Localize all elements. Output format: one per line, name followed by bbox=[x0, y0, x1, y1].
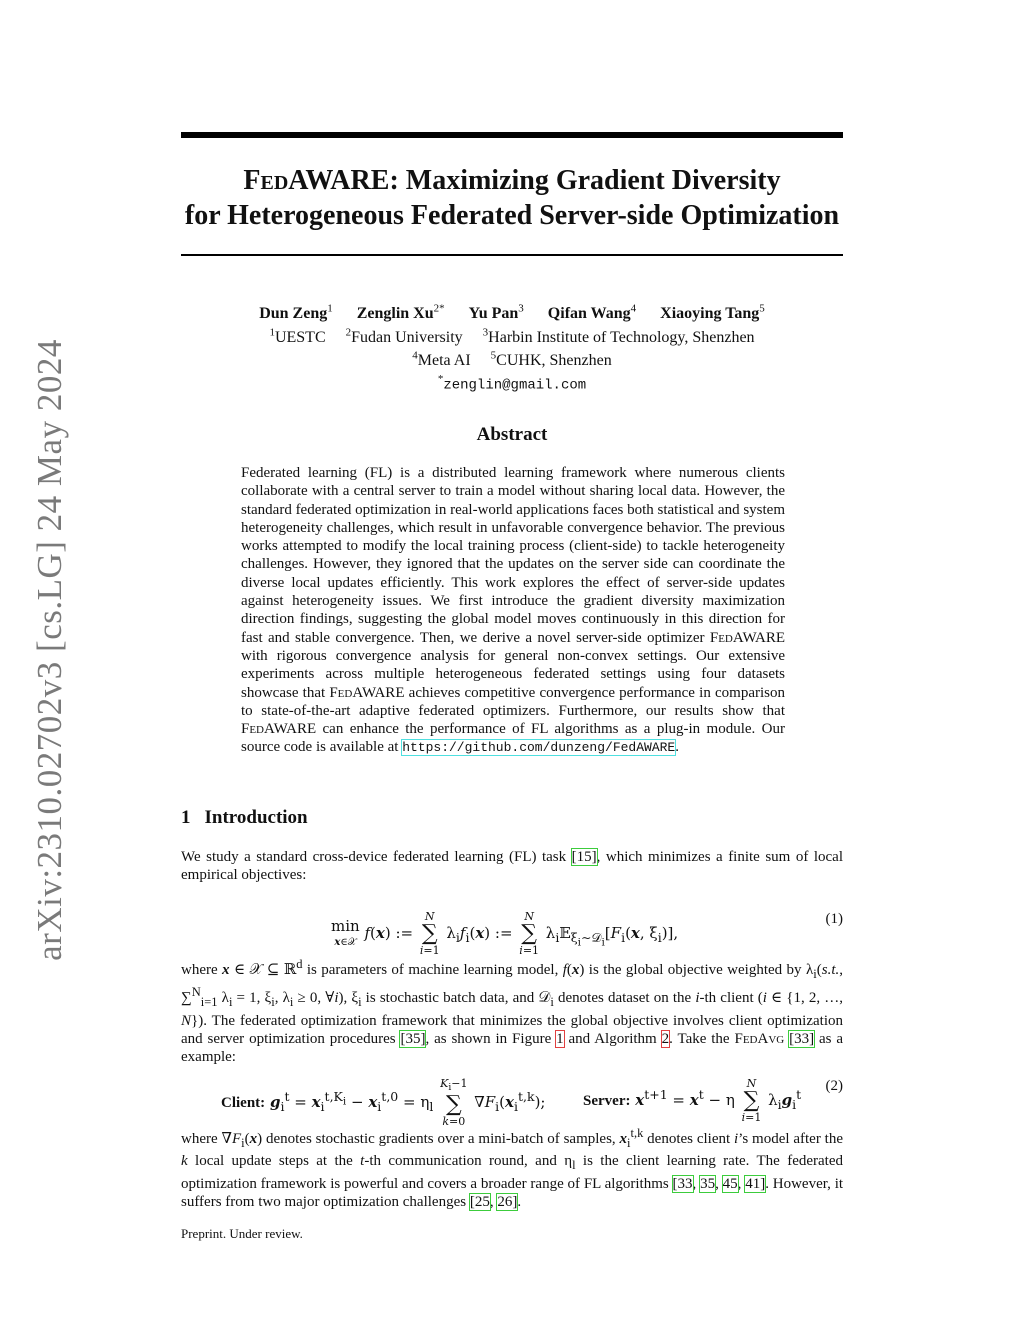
author: Dun Zeng$^1$ bbox=[259, 303, 333, 323]
paper-title bbox=[150, 163, 874, 233]
equation-2 bbox=[181, 1060, 843, 1129]
client-update-equation: Client: $g_i^t = x_i^{t,K_i} - x_i^{t,0} = \eta_l$ $K_i-1$ ∑ k=0 $\nabla F_i(x_i^{t,k})$; bbox=[221, 1077, 546, 1129]
citation-link[interactable]: 35 bbox=[700, 1175, 716, 1192]
equation-2-number: (2) bbox=[825, 1078, 843, 1094]
affiliation: $^2$Fudan University bbox=[345, 326, 463, 346]
intro-paragraph-3: where $\nabla F_i(x)$ denotes stochastic gradients over a mini-batch of samples, $x_i^{t,k}$ denotes client i’s model after the k local update steps at the t-th communication round, and $\eta_l$ is the client learning rate. The federated optimization framework is powerful and covers a broader range of FL algorithms [33, 35, 45, 41]. However, it suffers from two major optimization challenges [25, 26]. bbox=[181, 1126, 844, 1210]
section-heading-introduction: 1 Introduction bbox=[181, 807, 308, 828]
citation-link[interactable]: [15] bbox=[571, 849, 597, 865]
github-link[interactable]: https://github.com/dunzeng/FedAWARE bbox=[402, 740, 676, 756]
author-email: *zenglin@gmail.com bbox=[437, 372, 587, 394]
author: Zenglin $Xu^{2*}$ bbox=[356, 303, 445, 323]
abstract-heading: Abstract bbox=[476, 424, 548, 445]
fedavg-name: FedAvg bbox=[734, 1030, 785, 1047]
title-rule-bottom bbox=[181, 254, 843, 256]
author: Qifan Wang$^4$ bbox=[547, 303, 637, 323]
title-method-name: FedAWARE bbox=[243, 165, 390, 196]
title-line2: for Heterogeneous Federated Server-side Optimization bbox=[184, 200, 840, 231]
intro-paragraph-1: We study a standard cross-device federated learning (FL) task [15], which minimizes a finite sum of local empirical objectives: bbox=[181, 849, 843, 884]
equation-1 bbox=[181, 893, 843, 957]
citation-link[interactable]: [35] bbox=[400, 1030, 426, 1047]
citation-link[interactable]: 26] bbox=[497, 1193, 518, 1210]
abstract-text: Federated learning (FL) is a distributed learning framework where numerous clients collaborate with a central server to train a model without sharing local data. However, the standard federated optimization in real-world applications faces both statistical and system heterogeneity challenges, which result in unfavorable convergence behavior. The previous works attempted to modify the local training process (client-side) to tackle heterogeneity challenges. However, they ignored that the updates on the server side can coordinate the diverse local updates efficiently. This work explores the effect of server-side updates against heterogeneity issues. We first introduce the gradient diversity maximization direction findings, suggesting the global model moves continuously in this direction for fast and stable convergence. Then, we derive a novel server-side optimizer FedAWARE with rigorous convergence analysis for general non-convex settings. Our extensive experiments across multiple heterogeneous federated settings using four datasets showcase that FedAWARE achieves competitive convergence performance in comparison to state-of-the-art adaptive federated optimizers. Furthermore, our results show that FedAWARE can enhance the performance of FL algorithms as a plug-in module. Our source code is available at https://github.com/dunzeng/FedAWARE. bbox=[241, 465, 785, 756]
citation-link[interactable]: [33 bbox=[672, 1175, 693, 1192]
author-names bbox=[150, 300, 874, 323]
citation-link[interactable]: [33] bbox=[789, 1030, 815, 1047]
title-line1: : Maximizing Gradient Diversity bbox=[389, 165, 781, 196]
affiliations-line2 bbox=[150, 347, 874, 370]
figure-reference-link[interactable]: 1 bbox=[556, 1030, 564, 1047]
affiliation: $^4$Meta AI bbox=[412, 349, 471, 369]
citation-link[interactable]: [25 bbox=[469, 1193, 490, 1210]
intro-paragraph-2: where x ∈ 𝒳 ⊆ ℝ$^d$ is parameters of machine learning model, f(x) is the global objective weighted by $\lambda_i(s.t$., ∑$^N_{i=1}$ $\lambda_i = 1$, $\xi_i$, $\lambda_i \ge 0$, ∀i), $\xi_i$ is stochastic batch data, and 𝒟$_i$ denotes dataset on the i-th client (i ∈ {1, 2, …, N}). The federated optimization framework that minimizes the global objective involves client optimization and server optimization procedures [35], as shown in Figure 1 and Algorithm 2. Take the FedAvg [33] as a example: bbox=[181, 957, 844, 1066]
server-update-equation: Server: $x^{t+1} = x^t - \eta$ N ∑ i=1 $\lambda_ig_i^t$ bbox=[583, 1077, 802, 1124]
affiliation: $^5$CUHK, Shenzhen bbox=[490, 349, 612, 369]
equation-1-body: min x∈𝒳 f(x) := N ∑ i=1 $\lambda_if_i(x)$ := N ∑ i=1 $\lambda_i𝔼_{\xi_i\sim 𝒟_i}[F_i(x$, $\xi_i$)], bbox=[331, 910, 679, 957]
algorithm-reference-link[interactable]: 2 bbox=[661, 1030, 670, 1047]
citation-link[interactable]: 45 bbox=[722, 1175, 738, 1192]
title-rule-top bbox=[181, 132, 843, 138]
author-block bbox=[150, 300, 874, 395]
affiliations-line1 bbox=[150, 323, 874, 346]
affiliation: $^3$Harbin Institute of Technology, Shenzhen bbox=[482, 326, 755, 346]
citation-link[interactable]: 41] bbox=[745, 1175, 766, 1192]
author: Yu Pan$^3$ bbox=[468, 303, 524, 323]
affiliation: $^1$UESTC bbox=[269, 326, 326, 346]
arxiv-stamp: arXiv:2310.02702v3 [cs.LG] 24 May 2024 bbox=[30, 339, 69, 961]
equation-1-number: (1) bbox=[825, 911, 843, 927]
page-footer: Preprint. Under review. bbox=[181, 1226, 303, 1241]
author: Xiaoying Tang$^5$ bbox=[660, 303, 765, 323]
